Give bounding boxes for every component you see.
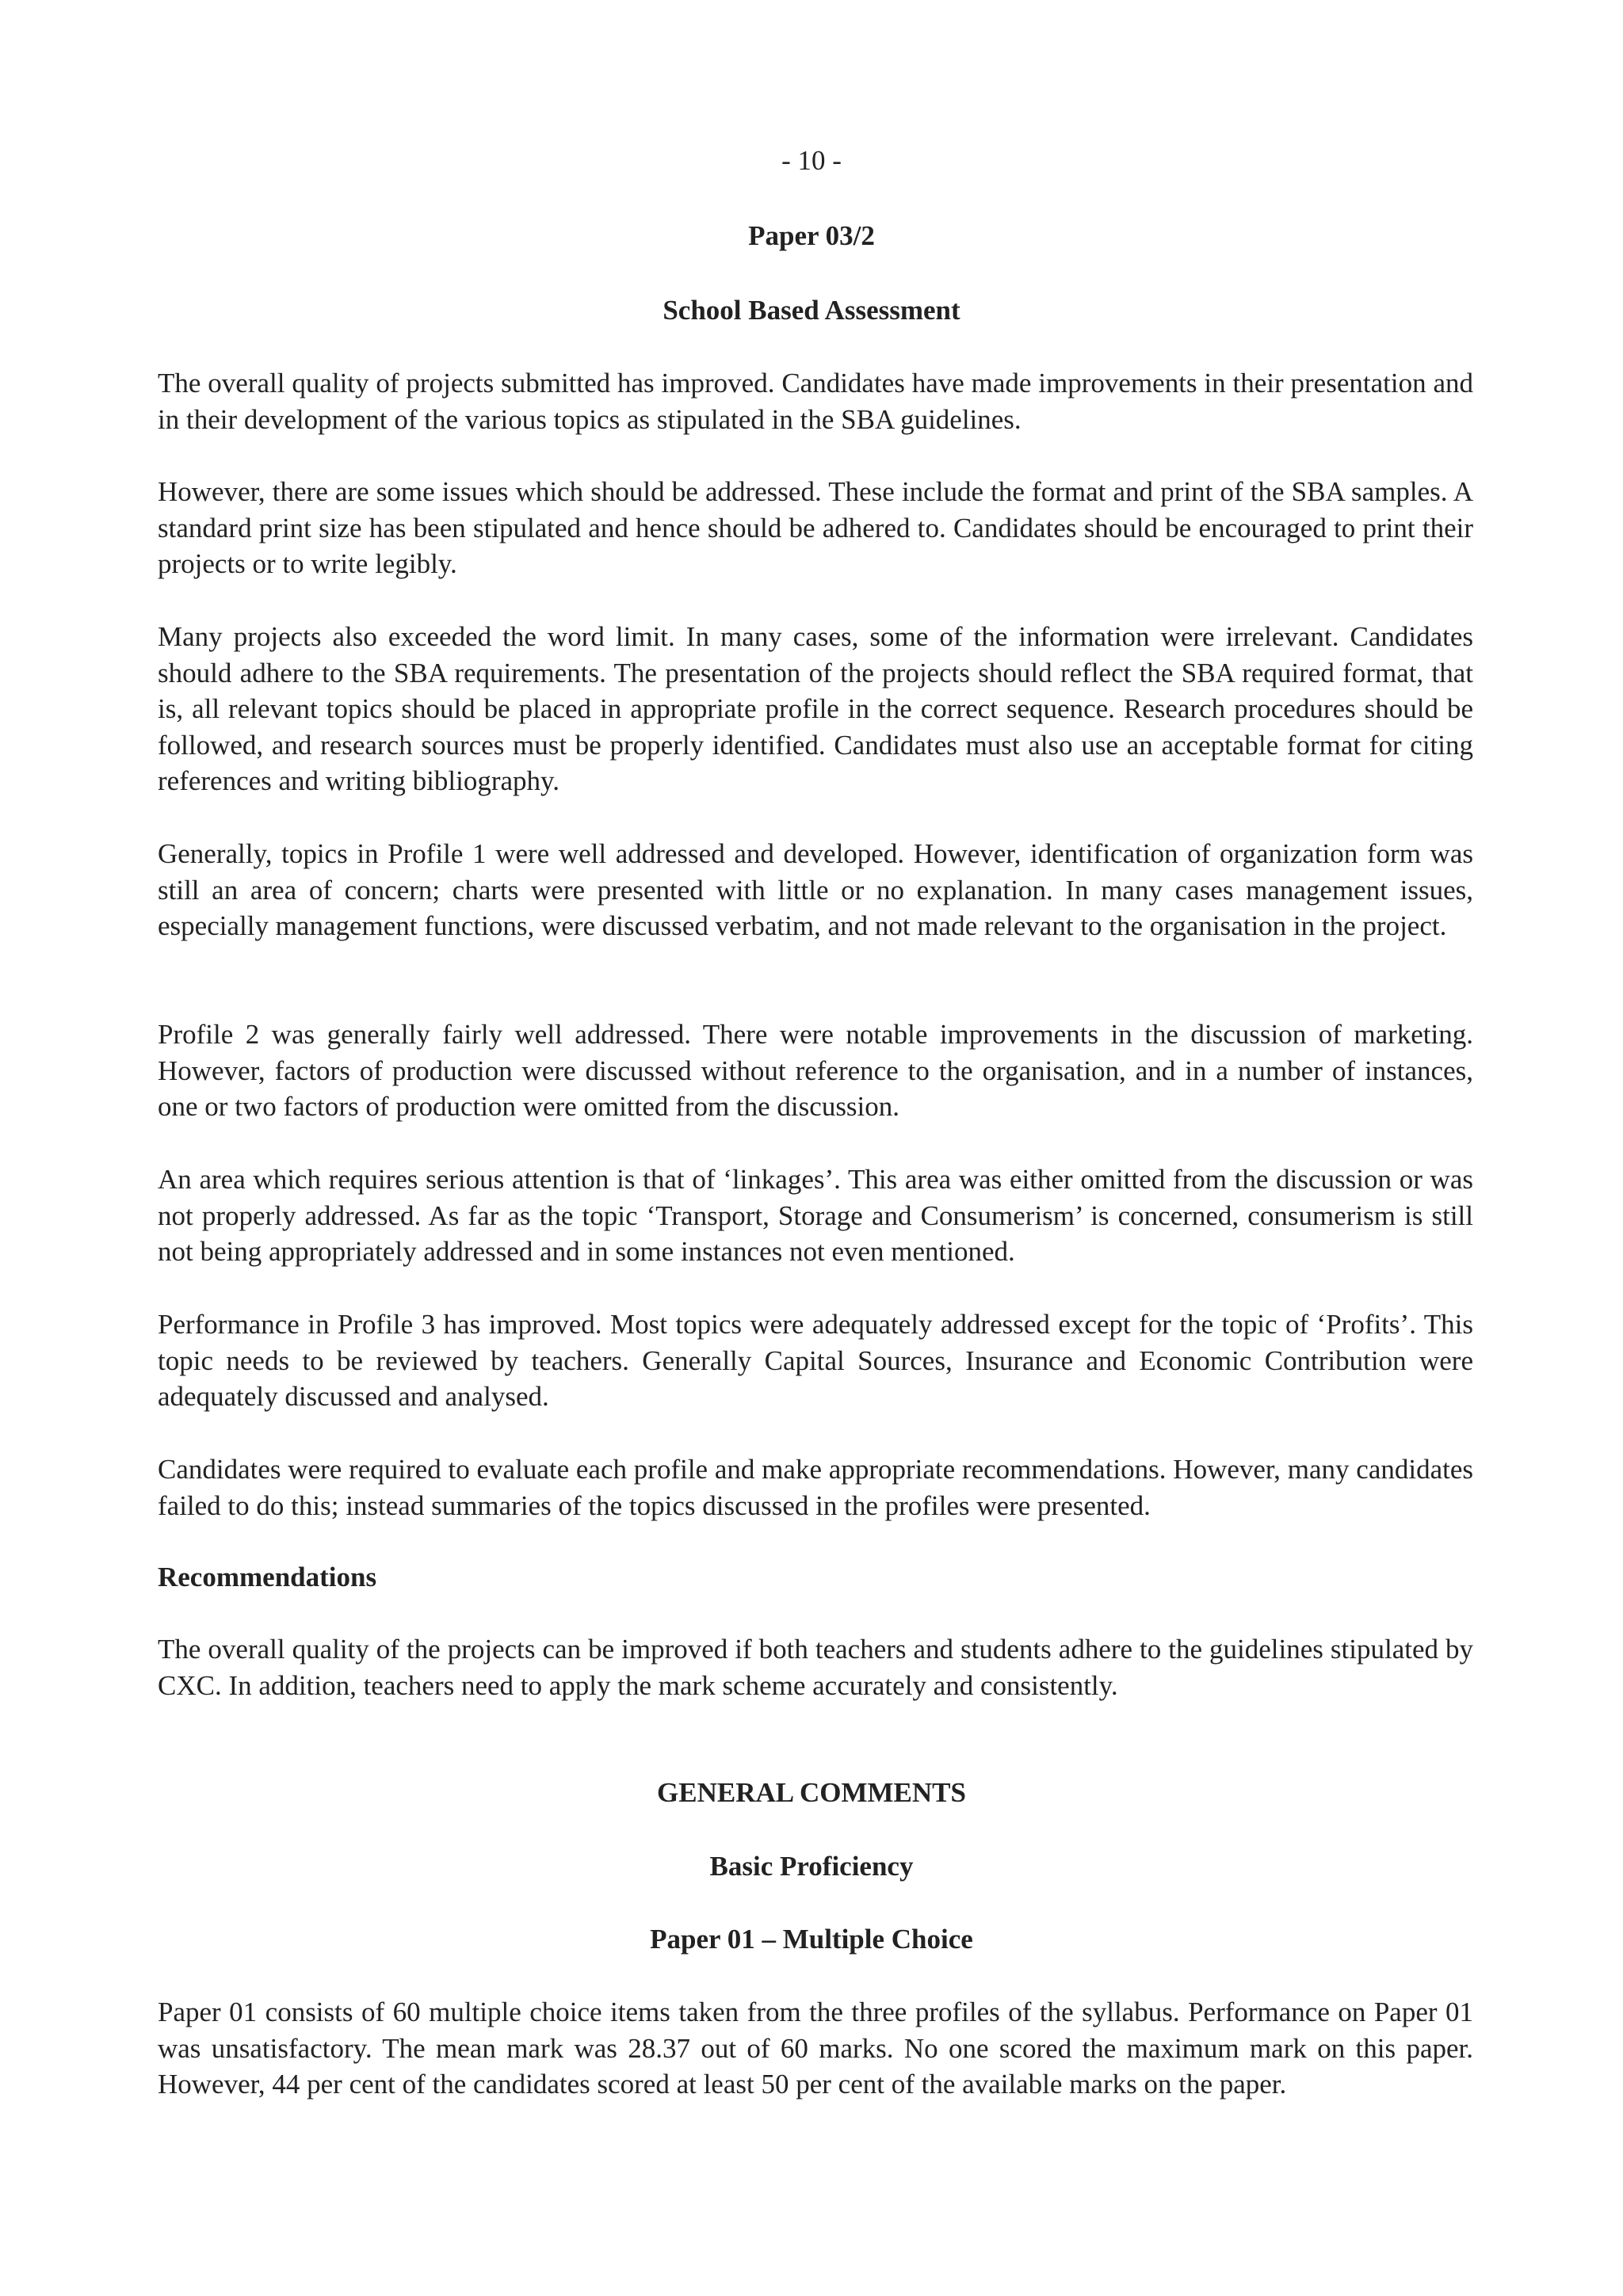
paragraph-profile-1: Generally, topics in Profile 1 were well addressed and developed. However, identification of organization form was still an area of concern; charts were presented with little or no explanation. In many cases management issues, especially management functions, were discussed verbatim, and not made relevant to the organisation in the project.: [158, 838, 1473, 941]
paragraph-recommendations: The overall quality of the projects can be improved if both teachers and students adhere to the guidelines stipulated by CXC. In addition, teachers need to apply the mark scheme accurately and consistently.: [158, 1634, 1473, 1701]
paragraph-overall-quality: The overall quality of projects submitted has improved. Candidates have made improvements in their presentation and in their development of the various topics as stipulated in the SBA guidelines.: [158, 368, 1473, 435]
paragraph-word-limit: Many projects also exceeded the word limit. In many cases, some of the information were irrelevant. Candidates should adhere to the SBA requirements. The presentation of the projects should reflect the SBA required format, that is, all relevant topics should be placed in appropriate profile in the correct sequence. Research procedures should be followed, and research sources must be properly identified. Candidates must also use an acceptable format for citing references and writing bibliography.: [158, 621, 1473, 796]
paragraph-paper-01: Paper 01 consists of 60 multiple choice items taken from the three profiles of the syllabus. Performance on Paper 01 was unsatisfactory. The mean mark was 28.37 out of 60 marks. No one scored the maximum mark on this paper. However, 44 per cent of the candidates scored at least 50 per cent of the available marks on the paper.: [158, 1997, 1473, 2100]
section-subheading-sba: School Based Assessment: [663, 295, 960, 326]
paragraph-issues: However, there are some issues which should be addressed. These include the format and print of the SBA samples. A standard print size has been stipulated and hence should be adhered to. Candidates should be encouraged to print their projects or to write legibly.: [158, 476, 1473, 579]
section-heading-paper-03-2: Paper 03/2: [748, 220, 875, 251]
basic-proficiency-heading: Basic Proficiency: [709, 1851, 914, 1882]
recommendations-heading: Recommendations: [158, 1562, 377, 1592]
paragraph-profile-2: Profile 2 was generally fairly well addressed. There were notable improvements in the discussion of marketing. However, factors of production were discussed without reference to the organisation, and in a number of instances, one or two factors of production were omitted from the discussion.: [158, 1019, 1473, 1122]
page-number: - 10 -: [781, 145, 842, 176]
paragraph-evaluation: Candidates were required to evaluate each profile and make appropriate recommendations. However, many candidates failed to do this; instead summaries of the topics discussed in the profiles were presented.: [158, 1454, 1473, 1521]
paper-01-heading: Paper 01 – Multiple Choice: [650, 1924, 973, 1955]
paragraph-profile-3: Performance in Profile 3 has improved. Most topics were adequately addressed except for the topic of ‘Profits’. This topic needs to be reviewed by teachers. Generally Capital Sources, Insurance and Economic Contribution were adequately discussed and analysed.: [158, 1309, 1473, 1412]
paragraph-linkages: An area which requires serious attention is that of ‘linkages’. This area was either omitted from the discussion or was not properly addressed. As far as the topic ‘Transport, Storage and Consumerism’ is concerned, consumerism is still not being appropriately addressed and in some instances not even mentioned.: [158, 1164, 1473, 1267]
general-comments-heading: GENERAL COMMENTS: [657, 1777, 966, 1808]
